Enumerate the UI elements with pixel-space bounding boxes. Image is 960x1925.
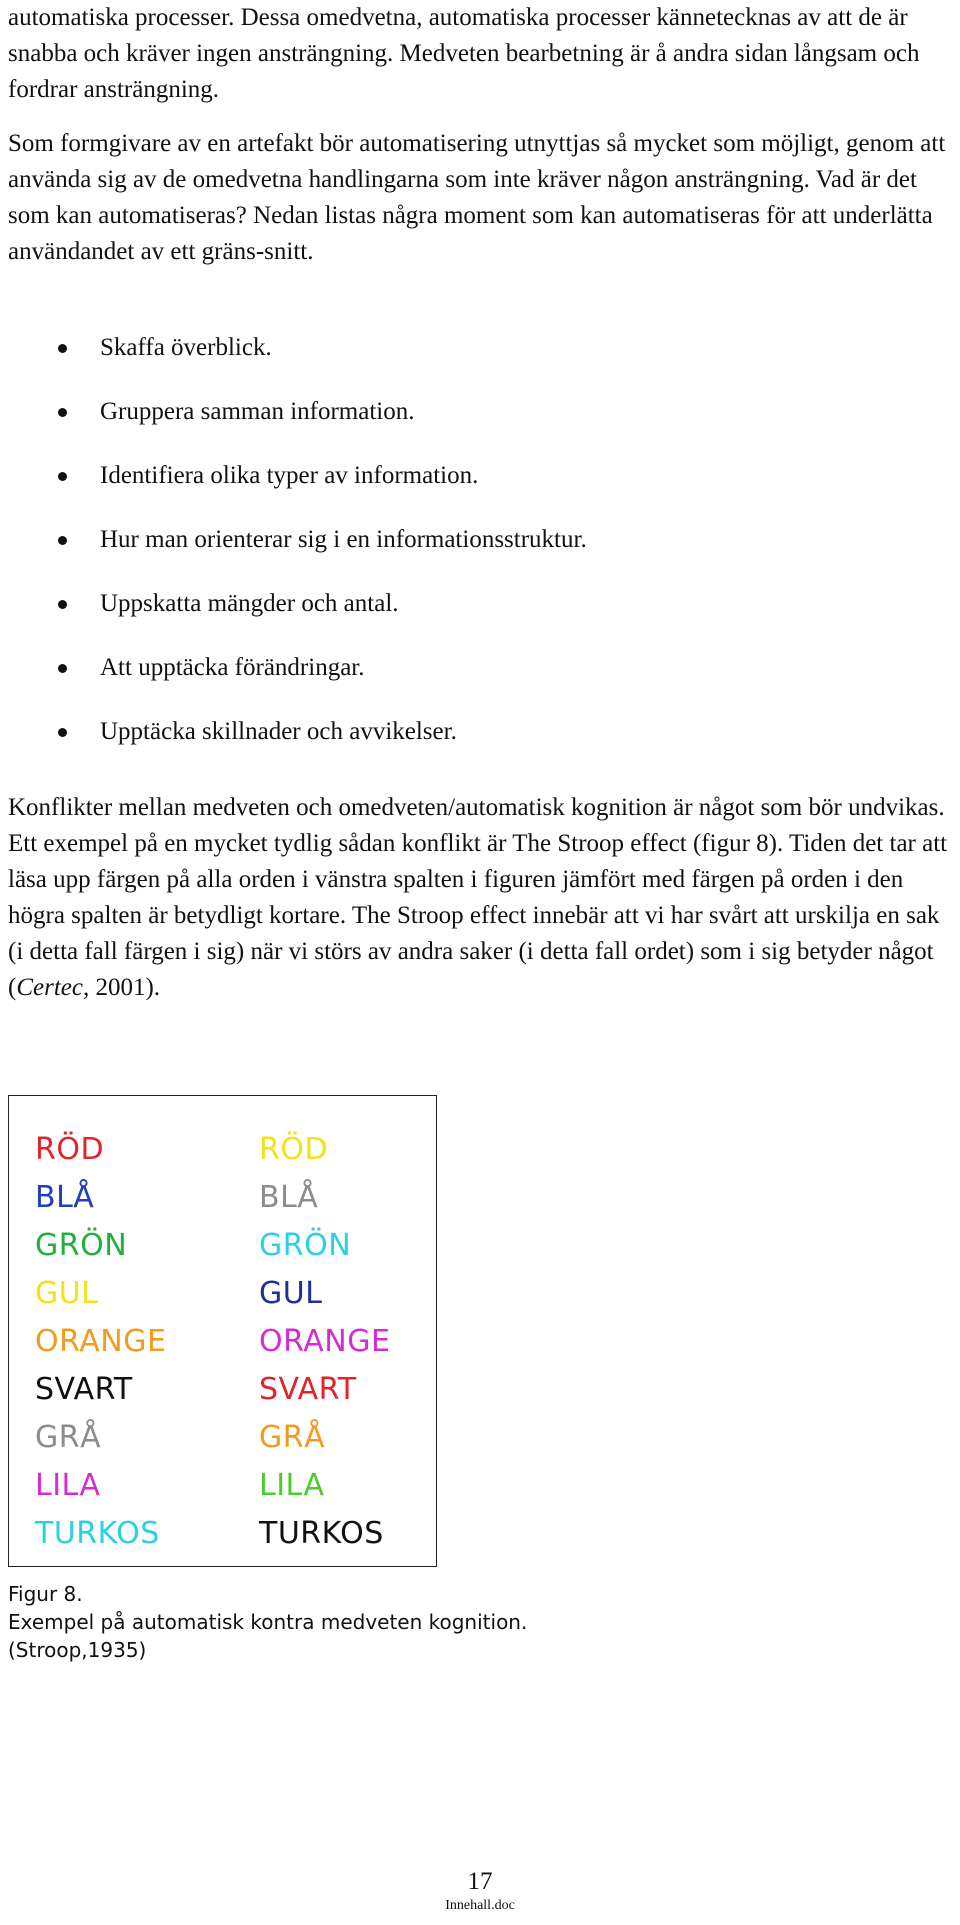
list-item <box>8 650 587 714</box>
list-item-text: Skaffa överblick. <box>100 334 272 361</box>
color-word: SVART <box>35 1372 133 1407</box>
list-item <box>8 394 587 458</box>
stroop-text-before: Konflikter mellan medveten och omedveten/automatisk kognition är något som bör undvikas. Ett exempel på en mycket tydlig sådan konflikt är The Stroop effect (figur 8). Tiden det tar att läsa upp färgen på alla orden i vänstra spalten i figuren jämfört med färgen på orden i den högra spalten är betydligt kortare. The Stroop effect innebär att vi har svårt att urskilja en sak (i detta fall färgen i sig) när vi störs av andra saker (i detta fall ordet) som i sig betyder något ( <box>8 794 948 1001</box>
color-word: RÖD <box>259 1132 329 1167</box>
stroop-figure <box>8 1095 437 1567</box>
footer-file-name: Innehall.doc <box>445 1898 515 1913</box>
figure-left-column <box>35 1126 166 1558</box>
list-item-text: Identifiera olika typer av information. <box>100 462 479 489</box>
bullet-icon <box>58 536 67 545</box>
list-item <box>8 458 587 522</box>
page-number: 17 <box>467 1868 493 1895</box>
automation-list <box>8 330 587 778</box>
color-word: ORANGE <box>35 1324 167 1359</box>
list-item-text: Hur man orienterar sig i en informationsstruktur. <box>100 526 587 553</box>
list-item-text: Att upptäcka förändringar. <box>100 654 365 681</box>
paragraph-automatic-processes: automatiska processer. Dessa omedvetna, automatiska processer kännetecknas av att de är snabba och kräver ingen ansträngning. Medveten bearbetning är å andra sidan långsam och fordrar ansträngning. <box>8 4 920 103</box>
caption-label: Figur 8. <box>8 1582 83 1606</box>
bullet-icon <box>58 472 67 481</box>
bullet-icon <box>58 600 67 609</box>
list-item <box>8 714 587 778</box>
list-item-text: Uppskatta mängder och antal. <box>100 590 399 617</box>
list-item <box>8 522 587 586</box>
color-word: RÖD <box>35 1132 105 1167</box>
color-word: TURKOS <box>259 1516 384 1551</box>
citation-italic: Certec, <box>16 974 90 1001</box>
color-word: BLÅ <box>259 1180 319 1215</box>
color-word: GRÅ <box>259 1420 326 1455</box>
color-word: BLÅ <box>35 1180 95 1215</box>
stroop-text-after: 2001). <box>89 974 161 1001</box>
bullet-icon <box>58 344 67 353</box>
color-word: GRÖN <box>259 1228 352 1263</box>
color-word: GRÖN <box>35 1228 128 1263</box>
paragraph-stroop-effect <box>8 790 948 1006</box>
list-item <box>8 586 587 650</box>
color-word: ORANGE <box>259 1324 391 1359</box>
color-word: GUL <box>259 1276 323 1311</box>
bullet-icon <box>58 664 67 673</box>
color-word: LILA <box>259 1468 325 1503</box>
bullet-icon <box>58 728 67 737</box>
caption-source: (Stroop,1935) <box>8 1638 147 1662</box>
figure-caption <box>8 1580 527 1664</box>
list-item <box>8 330 587 394</box>
paragraph-automation-design: Som formgivare av en artefakt bör automatisering utnyttjas så mycket som möjligt, genom att använda sig av de omedvetna handlingarna som inte kräver någon ansträngning. Vad är det som kan automatiseras? Nedan listas några moment som kan automatiseras för att underlätta användandet av ett gräns-snitt. <box>8 130 946 265</box>
color-word: LILA <box>35 1468 101 1503</box>
caption-text: Exempel på automatisk kontra medveten kognition. <box>8 1610 528 1634</box>
figure-right-column <box>259 1126 390 1558</box>
color-word: SVART <box>259 1372 357 1407</box>
list-item-text: Upptäcka skillnader och avvikelser. <box>100 718 457 745</box>
color-word: GUL <box>35 1276 99 1311</box>
bullet-icon <box>58 408 67 417</box>
list-item-text: Gruppera samman information. <box>100 398 415 425</box>
color-word: GRÅ <box>35 1420 102 1455</box>
color-word: TURKOS <box>35 1516 160 1551</box>
